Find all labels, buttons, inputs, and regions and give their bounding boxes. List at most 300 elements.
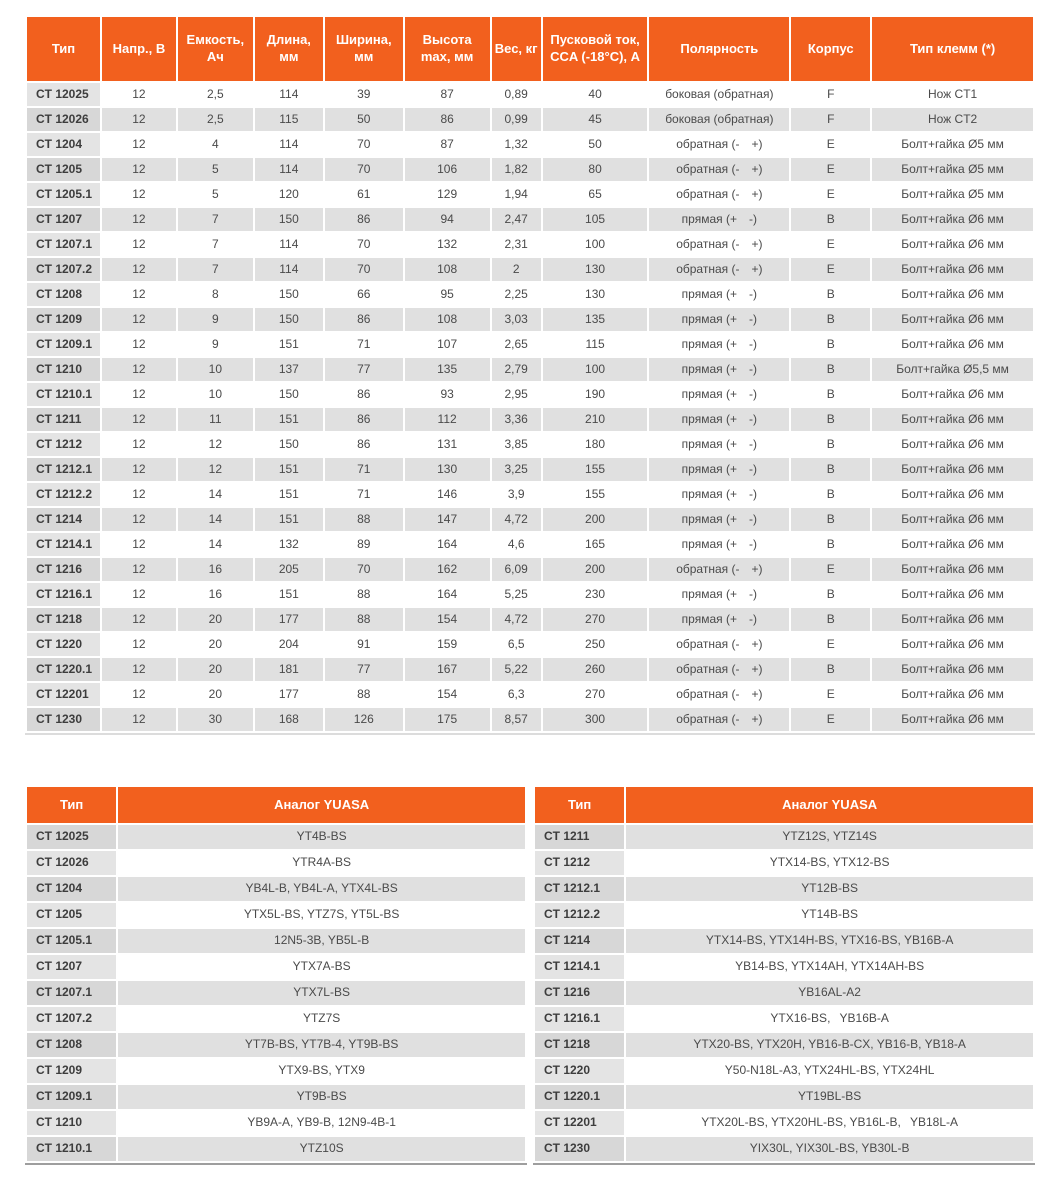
type-cell: CT 1212.2 bbox=[27, 483, 100, 506]
value-cell: 105 bbox=[543, 208, 648, 231]
type-cell: CT 1204 bbox=[27, 877, 116, 901]
spec-table-body bbox=[27, 83, 1033, 731]
table-row bbox=[27, 308, 1033, 331]
value-cell: 151 bbox=[255, 583, 323, 606]
analog-left-body bbox=[27, 825, 525, 1161]
value-cell: B bbox=[791, 358, 870, 381]
type-cell: CT 1214.1 bbox=[535, 955, 624, 979]
type-cell: CT 1205.1 bbox=[27, 929, 116, 953]
type-cell: CT 1209.1 bbox=[27, 1085, 116, 1109]
table-row bbox=[27, 383, 1033, 406]
value-cell: обратная (- +) bbox=[649, 558, 789, 581]
value-cell: 190 bbox=[543, 383, 648, 406]
value-cell: 30 bbox=[178, 708, 253, 731]
value-cell: 9 bbox=[178, 308, 253, 331]
type-cell: CT 1207.1 bbox=[27, 233, 100, 256]
value-cell: 0,89 bbox=[492, 83, 541, 106]
value-cell: 7 bbox=[178, 233, 253, 256]
value-cell: 10 bbox=[178, 358, 253, 381]
value-cell: 12 bbox=[102, 683, 176, 706]
value-cell: YB9A-A, YB9-B, 12N9-4B-1 bbox=[118, 1111, 525, 1135]
value-cell: 4,72 bbox=[492, 508, 541, 531]
value-cell: 12 bbox=[102, 633, 176, 656]
value-cell: 50 bbox=[543, 133, 648, 156]
value-cell: Болт+гайка Ø6 мм bbox=[872, 608, 1033, 631]
value-cell: 2,5 bbox=[178, 83, 253, 106]
table-row bbox=[27, 851, 525, 875]
type-cell: CT 1205 bbox=[27, 903, 116, 927]
type-cell: CT 1208 bbox=[27, 283, 100, 306]
value-cell: YTX5L-BS, YTZ7S, YT5L-BS bbox=[118, 903, 525, 927]
value-cell: 20 bbox=[178, 608, 253, 631]
value-cell: 8,57 bbox=[492, 708, 541, 731]
value-cell: 114 bbox=[255, 233, 323, 256]
value-cell: Нож CT1 bbox=[872, 83, 1033, 106]
type-cell: CT 1211 bbox=[535, 825, 624, 849]
value-cell: 40 bbox=[543, 83, 648, 106]
table-row bbox=[27, 1111, 525, 1135]
value-cell: 12 bbox=[102, 608, 176, 631]
table-row bbox=[27, 258, 1033, 281]
value-cell: Болт+гайка Ø6 мм bbox=[872, 683, 1033, 706]
value-cell: 77 bbox=[325, 358, 403, 381]
value-cell: B bbox=[791, 308, 870, 331]
value-cell: F bbox=[791, 83, 870, 106]
type-cell: CT 1214.1 bbox=[27, 533, 100, 556]
value-cell: 177 bbox=[255, 608, 323, 631]
value-cell: E bbox=[791, 633, 870, 656]
value-cell: 2,25 bbox=[492, 283, 541, 306]
value-cell: 86 bbox=[325, 308, 403, 331]
value-cell: 2,65 bbox=[492, 333, 541, 356]
value-cell: 2,47 bbox=[492, 208, 541, 231]
value-cell: Болт+гайка Ø6 мм bbox=[872, 283, 1033, 306]
table-row bbox=[27, 683, 1033, 706]
value-cell: 250 bbox=[543, 633, 648, 656]
value-cell: YB14-BS, YTX14AH, YTX14AH-BS bbox=[626, 955, 1033, 979]
value-cell: 6,09 bbox=[492, 558, 541, 581]
value-cell: 270 bbox=[543, 683, 648, 706]
type-cell: CT 1209.1 bbox=[27, 333, 100, 356]
value-cell: 87 bbox=[405, 83, 490, 106]
value-cell: 14 bbox=[178, 508, 253, 531]
value-cell: YTX9-BS, YTX9 bbox=[118, 1059, 525, 1083]
value-cell: 86 bbox=[405, 108, 490, 131]
type-cell: CT 1207.2 bbox=[27, 258, 100, 281]
value-cell: YTZ7S bbox=[118, 1007, 525, 1031]
value-cell: YTX14-BS, YTX12-BS bbox=[626, 851, 1033, 875]
value-cell: 168 bbox=[255, 708, 323, 731]
value-cell: B bbox=[791, 483, 870, 506]
value-cell: 2,95 bbox=[492, 383, 541, 406]
header-row bbox=[535, 787, 1033, 823]
type-cell: CT 1212.1 bbox=[27, 458, 100, 481]
type-cell: CT 1216.1 bbox=[535, 1007, 624, 1031]
value-cell: Болт+гайка Ø6 мм bbox=[872, 508, 1033, 531]
value-cell: прямая (+ -) bbox=[649, 533, 789, 556]
table-row bbox=[27, 1007, 525, 1031]
value-cell: Болт+гайка Ø5 мм bbox=[872, 183, 1033, 206]
value-cell: YB4L-B, YB4L-A, YTX4L-BS bbox=[118, 877, 525, 901]
value-cell: 132 bbox=[255, 533, 323, 556]
type-cell: CT 1208 bbox=[27, 1033, 116, 1057]
type-cell: CT 1211 bbox=[27, 408, 100, 431]
value-cell: 7 bbox=[178, 208, 253, 231]
type-cell: CT 1230 bbox=[27, 708, 100, 731]
value-cell: 200 bbox=[543, 558, 648, 581]
value-cell: 3,9 bbox=[492, 483, 541, 506]
value-cell: 89 bbox=[325, 533, 403, 556]
value-cell: YIX30L, YIX30L-BS, YB30L-B bbox=[626, 1137, 1033, 1161]
value-cell: YT14B-BS bbox=[626, 903, 1033, 927]
type-cell: CT 1230 bbox=[535, 1137, 624, 1161]
value-cell: 7 bbox=[178, 258, 253, 281]
value-cell: 130 bbox=[543, 258, 648, 281]
value-cell: прямая (+ -) bbox=[649, 433, 789, 456]
value-cell: 14 bbox=[178, 483, 253, 506]
value-cell: Болт+гайка Ø6 мм bbox=[872, 533, 1033, 556]
value-cell: YTX20L-BS, YTX20HL-BS, YB16L-B, YB18L-A bbox=[626, 1111, 1033, 1135]
value-cell: YTZ12S, YTZ14S bbox=[626, 825, 1033, 849]
value-cell: Болт+гайка Ø6 мм bbox=[872, 658, 1033, 681]
value-cell: Болт+гайка Ø6 мм bbox=[872, 583, 1033, 606]
table-row bbox=[535, 1085, 1033, 1109]
analog-left-header bbox=[27, 787, 525, 823]
value-cell: 130 bbox=[543, 283, 648, 306]
value-cell: 12N5-3B, YB5L-B bbox=[118, 929, 525, 953]
type-cell: CT 1205 bbox=[27, 158, 100, 181]
value-cell: 4 bbox=[178, 133, 253, 156]
value-cell: 100 bbox=[543, 233, 648, 256]
value-cell: Болт+гайка Ø5 мм bbox=[872, 133, 1033, 156]
value-cell: 3,36 bbox=[492, 408, 541, 431]
value-cell: обратная (- +) bbox=[649, 633, 789, 656]
value-cell: 151 bbox=[255, 483, 323, 506]
value-cell: 12 bbox=[102, 108, 176, 131]
value-cell: Болт+гайка Ø6 мм bbox=[872, 208, 1033, 231]
value-cell: 12 bbox=[102, 358, 176, 381]
value-cell: YT9B-BS bbox=[118, 1085, 525, 1109]
value-cell: прямая (+ -) bbox=[649, 458, 789, 481]
column-header-case: Корпус bbox=[791, 17, 870, 81]
type-cell: CT 1214 bbox=[535, 929, 624, 953]
value-cell: 1,32 bbox=[492, 133, 541, 156]
value-cell: 135 bbox=[405, 358, 490, 381]
value-cell: 135 bbox=[543, 308, 648, 331]
value-cell: 129 bbox=[405, 183, 490, 206]
value-cell: 2,79 bbox=[492, 358, 541, 381]
type-cell: CT 1218 bbox=[535, 1033, 624, 1057]
type-cell: CT 1216 bbox=[27, 558, 100, 581]
analog-tables-section bbox=[25, 785, 1035, 1165]
type-cell: CT 1210.1 bbox=[27, 383, 100, 406]
value-cell: 11 bbox=[178, 408, 253, 431]
table-row bbox=[27, 1137, 525, 1161]
value-cell: 65 bbox=[543, 183, 648, 206]
value-cell: Болт+гайка Ø6 мм bbox=[872, 383, 1033, 406]
value-cell: 200 bbox=[543, 508, 648, 531]
value-cell: 204 bbox=[255, 633, 323, 656]
value-cell: E bbox=[791, 708, 870, 731]
table-row bbox=[27, 408, 1033, 431]
value-cell: 108 bbox=[405, 308, 490, 331]
value-cell: 95 bbox=[405, 283, 490, 306]
value-cell: прямая (+ -) bbox=[649, 583, 789, 606]
table-row bbox=[535, 903, 1033, 927]
table-row bbox=[27, 283, 1033, 306]
table-row bbox=[535, 1111, 1033, 1135]
type-cell: CT 1220 bbox=[535, 1059, 624, 1083]
value-cell: прямая (+ -) bbox=[649, 358, 789, 381]
value-cell: 12 bbox=[102, 383, 176, 406]
value-cell: обратная (- +) bbox=[649, 708, 789, 731]
value-cell: E bbox=[791, 183, 870, 206]
value-cell: прямая (+ -) bbox=[649, 408, 789, 431]
type-cell: CT 1216.1 bbox=[27, 583, 100, 606]
value-cell: прямая (+ -) bbox=[649, 283, 789, 306]
value-cell: 94 bbox=[405, 208, 490, 231]
type-cell: CT 1212 bbox=[27, 433, 100, 456]
value-cell: 154 bbox=[405, 608, 490, 631]
value-cell: 150 bbox=[255, 383, 323, 406]
table-row bbox=[27, 208, 1033, 231]
type-cell: CT 1207.2 bbox=[27, 1007, 116, 1031]
value-cell: 108 bbox=[405, 258, 490, 281]
value-cell: 86 bbox=[325, 408, 403, 431]
table-row bbox=[27, 877, 525, 901]
table-row bbox=[27, 981, 525, 1005]
table-row bbox=[535, 825, 1033, 849]
value-cell: 151 bbox=[255, 333, 323, 356]
type-cell: CT 1220.1 bbox=[27, 658, 100, 681]
value-cell: 114 bbox=[255, 133, 323, 156]
value-cell: 12 bbox=[102, 708, 176, 731]
table-row bbox=[27, 929, 525, 953]
column-header-length: Длина, мм bbox=[255, 17, 323, 81]
table-row bbox=[27, 108, 1033, 131]
table-row bbox=[27, 1085, 525, 1109]
value-cell: 12 bbox=[102, 408, 176, 431]
value-cell: 177 bbox=[255, 683, 323, 706]
value-cell: B bbox=[791, 383, 870, 406]
value-cell: 50 bbox=[325, 108, 403, 131]
value-cell: B bbox=[791, 433, 870, 456]
value-cell: 88 bbox=[325, 608, 403, 631]
column-header-type: Тип bbox=[535, 787, 624, 823]
value-cell: 12 bbox=[102, 508, 176, 531]
column-header-cca: Пусковой ток, CCA (-18°C), А bbox=[543, 17, 648, 81]
value-cell: 86 bbox=[325, 383, 403, 406]
value-cell: 71 bbox=[325, 458, 403, 481]
column-header-height: Высота max, мм bbox=[405, 17, 490, 81]
value-cell: 20 bbox=[178, 683, 253, 706]
value-cell: обратная (- +) bbox=[649, 258, 789, 281]
value-cell: 1,94 bbox=[492, 183, 541, 206]
value-cell: Болт+гайка Ø6 мм bbox=[872, 558, 1033, 581]
value-cell: YT7B-BS, YT7B-4, YT9B-BS bbox=[118, 1033, 525, 1057]
column-header-yuasa-analog: Аналог YUASA bbox=[118, 787, 525, 823]
header-row bbox=[27, 787, 525, 823]
value-cell: 2 bbox=[492, 258, 541, 281]
table-row bbox=[27, 333, 1033, 356]
value-cell: 20 bbox=[178, 633, 253, 656]
value-cell: 151 bbox=[255, 458, 323, 481]
value-cell: 12 bbox=[102, 83, 176, 106]
value-cell: 12 bbox=[102, 658, 176, 681]
value-cell: 181 bbox=[255, 658, 323, 681]
value-cell: YTX7A-BS bbox=[118, 955, 525, 979]
value-cell: B bbox=[791, 208, 870, 231]
value-cell: 12 bbox=[102, 233, 176, 256]
value-cell: Болт+гайка Ø6 мм bbox=[872, 483, 1033, 506]
column-header-weight: Вес, кг bbox=[492, 17, 541, 81]
value-cell: 12 bbox=[178, 458, 253, 481]
value-cell: Болт+гайка Ø6 мм bbox=[872, 308, 1033, 331]
value-cell: 66 bbox=[325, 283, 403, 306]
value-cell: 45 bbox=[543, 108, 648, 131]
analog-table-right bbox=[533, 785, 1035, 1165]
value-cell: 12 bbox=[102, 558, 176, 581]
value-cell: 164 bbox=[405, 583, 490, 606]
value-cell: 137 bbox=[255, 358, 323, 381]
value-cell: Болт+гайка Ø6 мм bbox=[872, 333, 1033, 356]
value-cell: 5,22 bbox=[492, 658, 541, 681]
column-header-capacity: Емкость, Ач bbox=[178, 17, 253, 81]
table-row bbox=[535, 1059, 1033, 1083]
type-cell: CT 12201 bbox=[535, 1111, 624, 1135]
table-row bbox=[535, 929, 1033, 953]
value-cell: Болт+гайка Ø6 мм bbox=[872, 433, 1033, 456]
value-cell: обратная (- +) bbox=[649, 133, 789, 156]
table-row bbox=[27, 903, 525, 927]
value-cell: 5,25 bbox=[492, 583, 541, 606]
value-cell: 12 bbox=[102, 308, 176, 331]
header-row bbox=[27, 17, 1033, 81]
spec-table bbox=[25, 15, 1035, 735]
value-cell: B bbox=[791, 508, 870, 531]
value-cell: YT19BL-BS bbox=[626, 1085, 1033, 1109]
value-cell: 93 bbox=[405, 383, 490, 406]
value-cell: E bbox=[791, 158, 870, 181]
value-cell: 12 bbox=[102, 208, 176, 231]
value-cell: 12 bbox=[178, 433, 253, 456]
type-cell: CT 12026 bbox=[27, 851, 116, 875]
table-row bbox=[535, 877, 1033, 901]
type-cell: CT 1210.1 bbox=[27, 1137, 116, 1161]
value-cell: B bbox=[791, 458, 870, 481]
value-cell: 70 bbox=[325, 158, 403, 181]
value-cell: 115 bbox=[543, 333, 648, 356]
value-cell: 210 bbox=[543, 408, 648, 431]
value-cell: 175 bbox=[405, 708, 490, 731]
value-cell: боковая (обратная) bbox=[649, 108, 789, 131]
value-cell: 126 bbox=[325, 708, 403, 731]
value-cell: 5 bbox=[178, 183, 253, 206]
table-row bbox=[535, 1033, 1033, 1057]
value-cell: B bbox=[791, 583, 870, 606]
value-cell: обратная (- +) bbox=[649, 158, 789, 181]
type-cell: CT 12026 bbox=[27, 108, 100, 131]
type-cell: CT 1209 bbox=[27, 1059, 116, 1083]
value-cell: прямая (+ -) bbox=[649, 208, 789, 231]
table-row bbox=[27, 658, 1033, 681]
value-cell: E bbox=[791, 683, 870, 706]
value-cell: 165 bbox=[543, 533, 648, 556]
table-row bbox=[535, 851, 1033, 875]
type-cell: CT 1209 bbox=[27, 308, 100, 331]
value-cell: 260 bbox=[543, 658, 648, 681]
value-cell: обратная (- +) bbox=[649, 183, 789, 206]
value-cell: 180 bbox=[543, 433, 648, 456]
value-cell: 120 bbox=[255, 183, 323, 206]
value-cell: 1,82 bbox=[492, 158, 541, 181]
value-cell: 12 bbox=[102, 333, 176, 356]
value-cell: E bbox=[791, 133, 870, 156]
type-cell: CT 1210 bbox=[27, 1111, 116, 1135]
value-cell: YT4B-BS bbox=[118, 825, 525, 849]
value-cell: YB16AL-A2 bbox=[626, 981, 1033, 1005]
value-cell: 16 bbox=[178, 558, 253, 581]
value-cell: YTX20-BS, YTX20H, YB16-B-CX, YB16-B, YB18-A bbox=[626, 1033, 1033, 1057]
value-cell: Болт+гайка Ø6 мм bbox=[872, 258, 1033, 281]
table-row bbox=[27, 233, 1033, 256]
value-cell: Болт+гайка Ø6 мм bbox=[872, 408, 1033, 431]
value-cell: 151 bbox=[255, 508, 323, 531]
value-cell: 6,3 bbox=[492, 683, 541, 706]
value-cell: 80 bbox=[543, 158, 648, 181]
value-cell: 88 bbox=[325, 508, 403, 531]
table-row bbox=[27, 608, 1033, 631]
value-cell: 12 bbox=[102, 258, 176, 281]
table-row bbox=[27, 483, 1033, 506]
value-cell: 12 bbox=[102, 183, 176, 206]
value-cell: 16 bbox=[178, 583, 253, 606]
column-header-yuasa-analog: Аналог YUASA bbox=[626, 787, 1033, 823]
spec-table-header bbox=[27, 17, 1033, 81]
value-cell: 270 bbox=[543, 608, 648, 631]
table-row bbox=[535, 1007, 1033, 1031]
value-cell: YTX7L-BS bbox=[118, 981, 525, 1005]
value-cell: B bbox=[791, 533, 870, 556]
value-cell: 167 bbox=[405, 658, 490, 681]
value-cell: 4,72 bbox=[492, 608, 541, 631]
value-cell: прямая (+ -) bbox=[649, 483, 789, 506]
value-cell: 61 bbox=[325, 183, 403, 206]
value-cell: 300 bbox=[543, 708, 648, 731]
value-cell: 88 bbox=[325, 683, 403, 706]
table-row bbox=[27, 158, 1033, 181]
value-cell: 230 bbox=[543, 583, 648, 606]
value-cell: 70 bbox=[325, 258, 403, 281]
value-cell: 112 bbox=[405, 408, 490, 431]
column-header-width: Ширина, мм bbox=[325, 17, 403, 81]
table-row bbox=[27, 458, 1033, 481]
value-cell: 150 bbox=[255, 433, 323, 456]
value-cell: прямая (+ -) bbox=[649, 383, 789, 406]
type-cell: CT 1218 bbox=[27, 608, 100, 631]
value-cell: YTX16-BS, YB16B-A bbox=[626, 1007, 1033, 1031]
value-cell: 2,5 bbox=[178, 108, 253, 131]
column-header-polarity: Полярность bbox=[649, 17, 789, 81]
value-cell: YT12B-BS bbox=[626, 877, 1033, 901]
value-cell: F bbox=[791, 108, 870, 131]
value-cell: B bbox=[791, 333, 870, 356]
table-row bbox=[27, 433, 1033, 456]
value-cell: E bbox=[791, 558, 870, 581]
table-row bbox=[27, 508, 1033, 531]
value-cell: 159 bbox=[405, 633, 490, 656]
value-cell: 205 bbox=[255, 558, 323, 581]
